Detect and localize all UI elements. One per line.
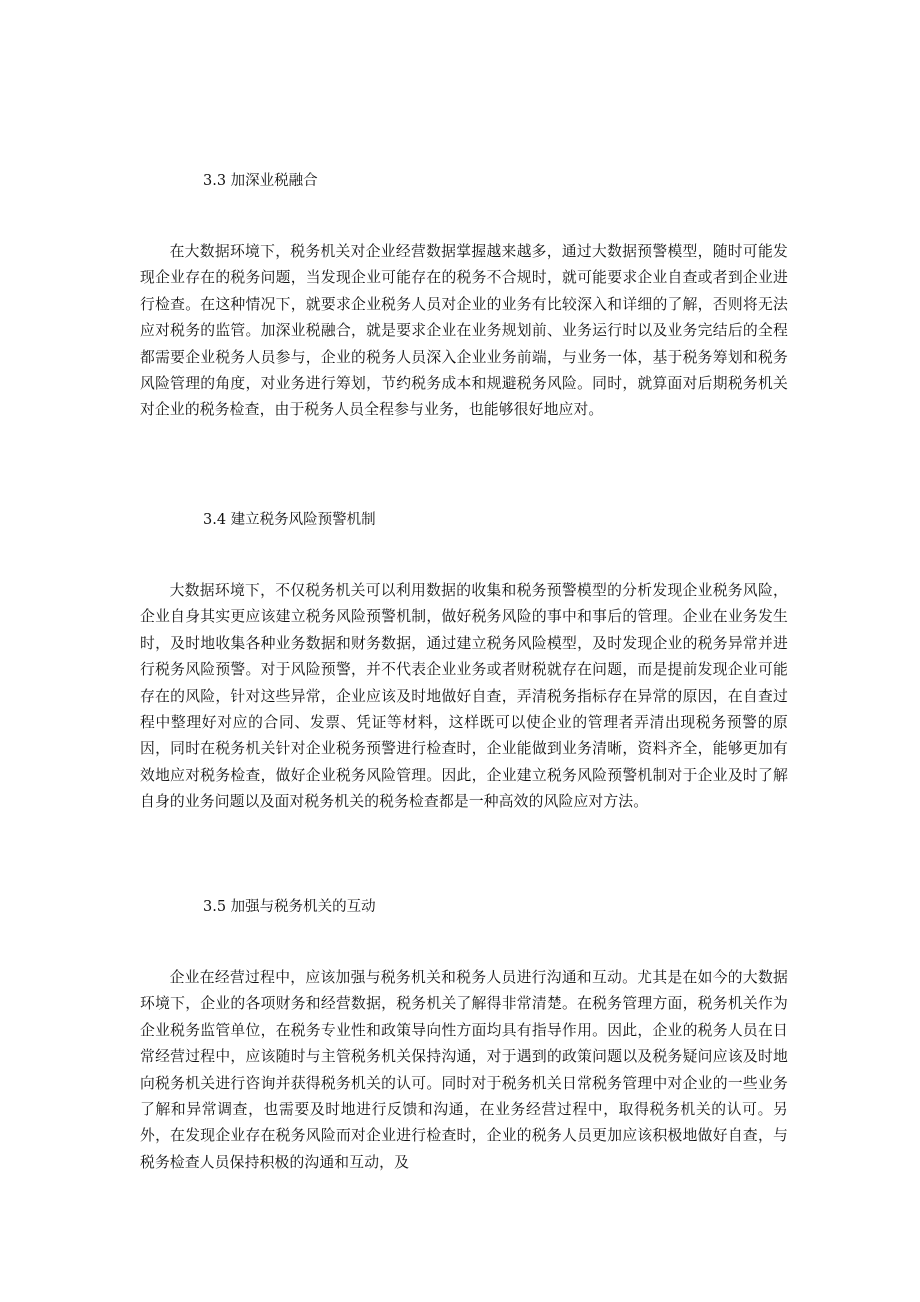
section-heading-3-3: 3.3 加深业税融合 — [203, 173, 318, 189]
section-paragraph-3-5: 企业在经营过程中，应该加强与税务机关和税务人员进行沟通和互动。尤其是在如今的大数据环境下，企业的各项财务和经营数据，税务机关了解得非常清楚。在税务管理方面，税务机关作为企业税务监管单位，在税务专业性和政策导向性方面均具有指导作用。因此，企业的税务人员在日常经营过程中，应该随时与主管税务机关保持沟通，对于遇到的政策问题以及税务疑问应该及时地向税务机关进行咨询并获得税务机关的认可。同时对于税务机关日常税务管理中对企业的一些业务了解和异常调查，也需要及时地进行反馈和沟通，在业务经营过程中，取得税务机关的认可。另外，在发现企业存在税务风险而对企业进行检查时，企业的税务人员更加应该积极地做好自查，与税务检查人员保持积极的沟通和互动，及 — [140, 969, 788, 1171]
section-paragraph-3-4: 大数据环境下，不仅税务机关可以利用数据的收集和税务预警模型的分析发现企业税务风险，企业自身其实更应该建立税务风险预警机制，做好税务风险的事中和事后的管理。企业在业务发生时，及时地收集各种业务数据和财务数据，通过建立税务风险模型，及时发现企业的税务异常并进行税务风险预警。对于风险预警，并不代表企业业务或者财税就存在问题，而是提前发现企业可能存在的风险，针对这些异常，企业应该及时地做好自查，弄清税务指标存在异常的原因，在自查过程中整理好对应的合同、发票、凭证等材料，这样既可以使企业的管理者弄清出现税务预警的原因，同时在税务机关针对企业税务预警进行检查时，企业能做到业务清晰，资料齐全，能够更加有效地应对税务检查，做好企业税务风险管理。因此，企业建立税务风险预警机制对于企业及时了解自身的业务问题以及面对税务机关的税务检查都是一种高效的风险应对方法。 — [140, 582, 788, 811]
section-heading-3-4: 3.4 建立税务风险预警机制 — [203, 512, 376, 528]
section-paragraph-3-3: 在大数据环境下，税务机关对企业经营数据掌握越来越多，通过大数据预警模型，随时可能发现企业存在的税务问题，当发现企业可能存在的税务不合规时，就可能要求企业自查或者到企业进行检查。在这种情况下，就要求企业税务人员对企业的业务有比较深入和详细的了解，否则将无法应对税务的监管。加深业税融合，就是要求企业在业务规划前、业务运行时以及业务完结后的全程都需要企业税务人员参与，企业的税务人员深入企业业务前端，与业务一体，基于税务筹划和税务风险管理的角度，对业务进行筹划，节约税务成本和规避税务风险。同时，就算面对后期税务机关对企业的税务检查，由于税务人员全程参与业务，也能够很好地应对。 — [140, 243, 788, 419]
section-heading-3-5: 3.5 加强与税务机关的互动 — [203, 899, 376, 915]
